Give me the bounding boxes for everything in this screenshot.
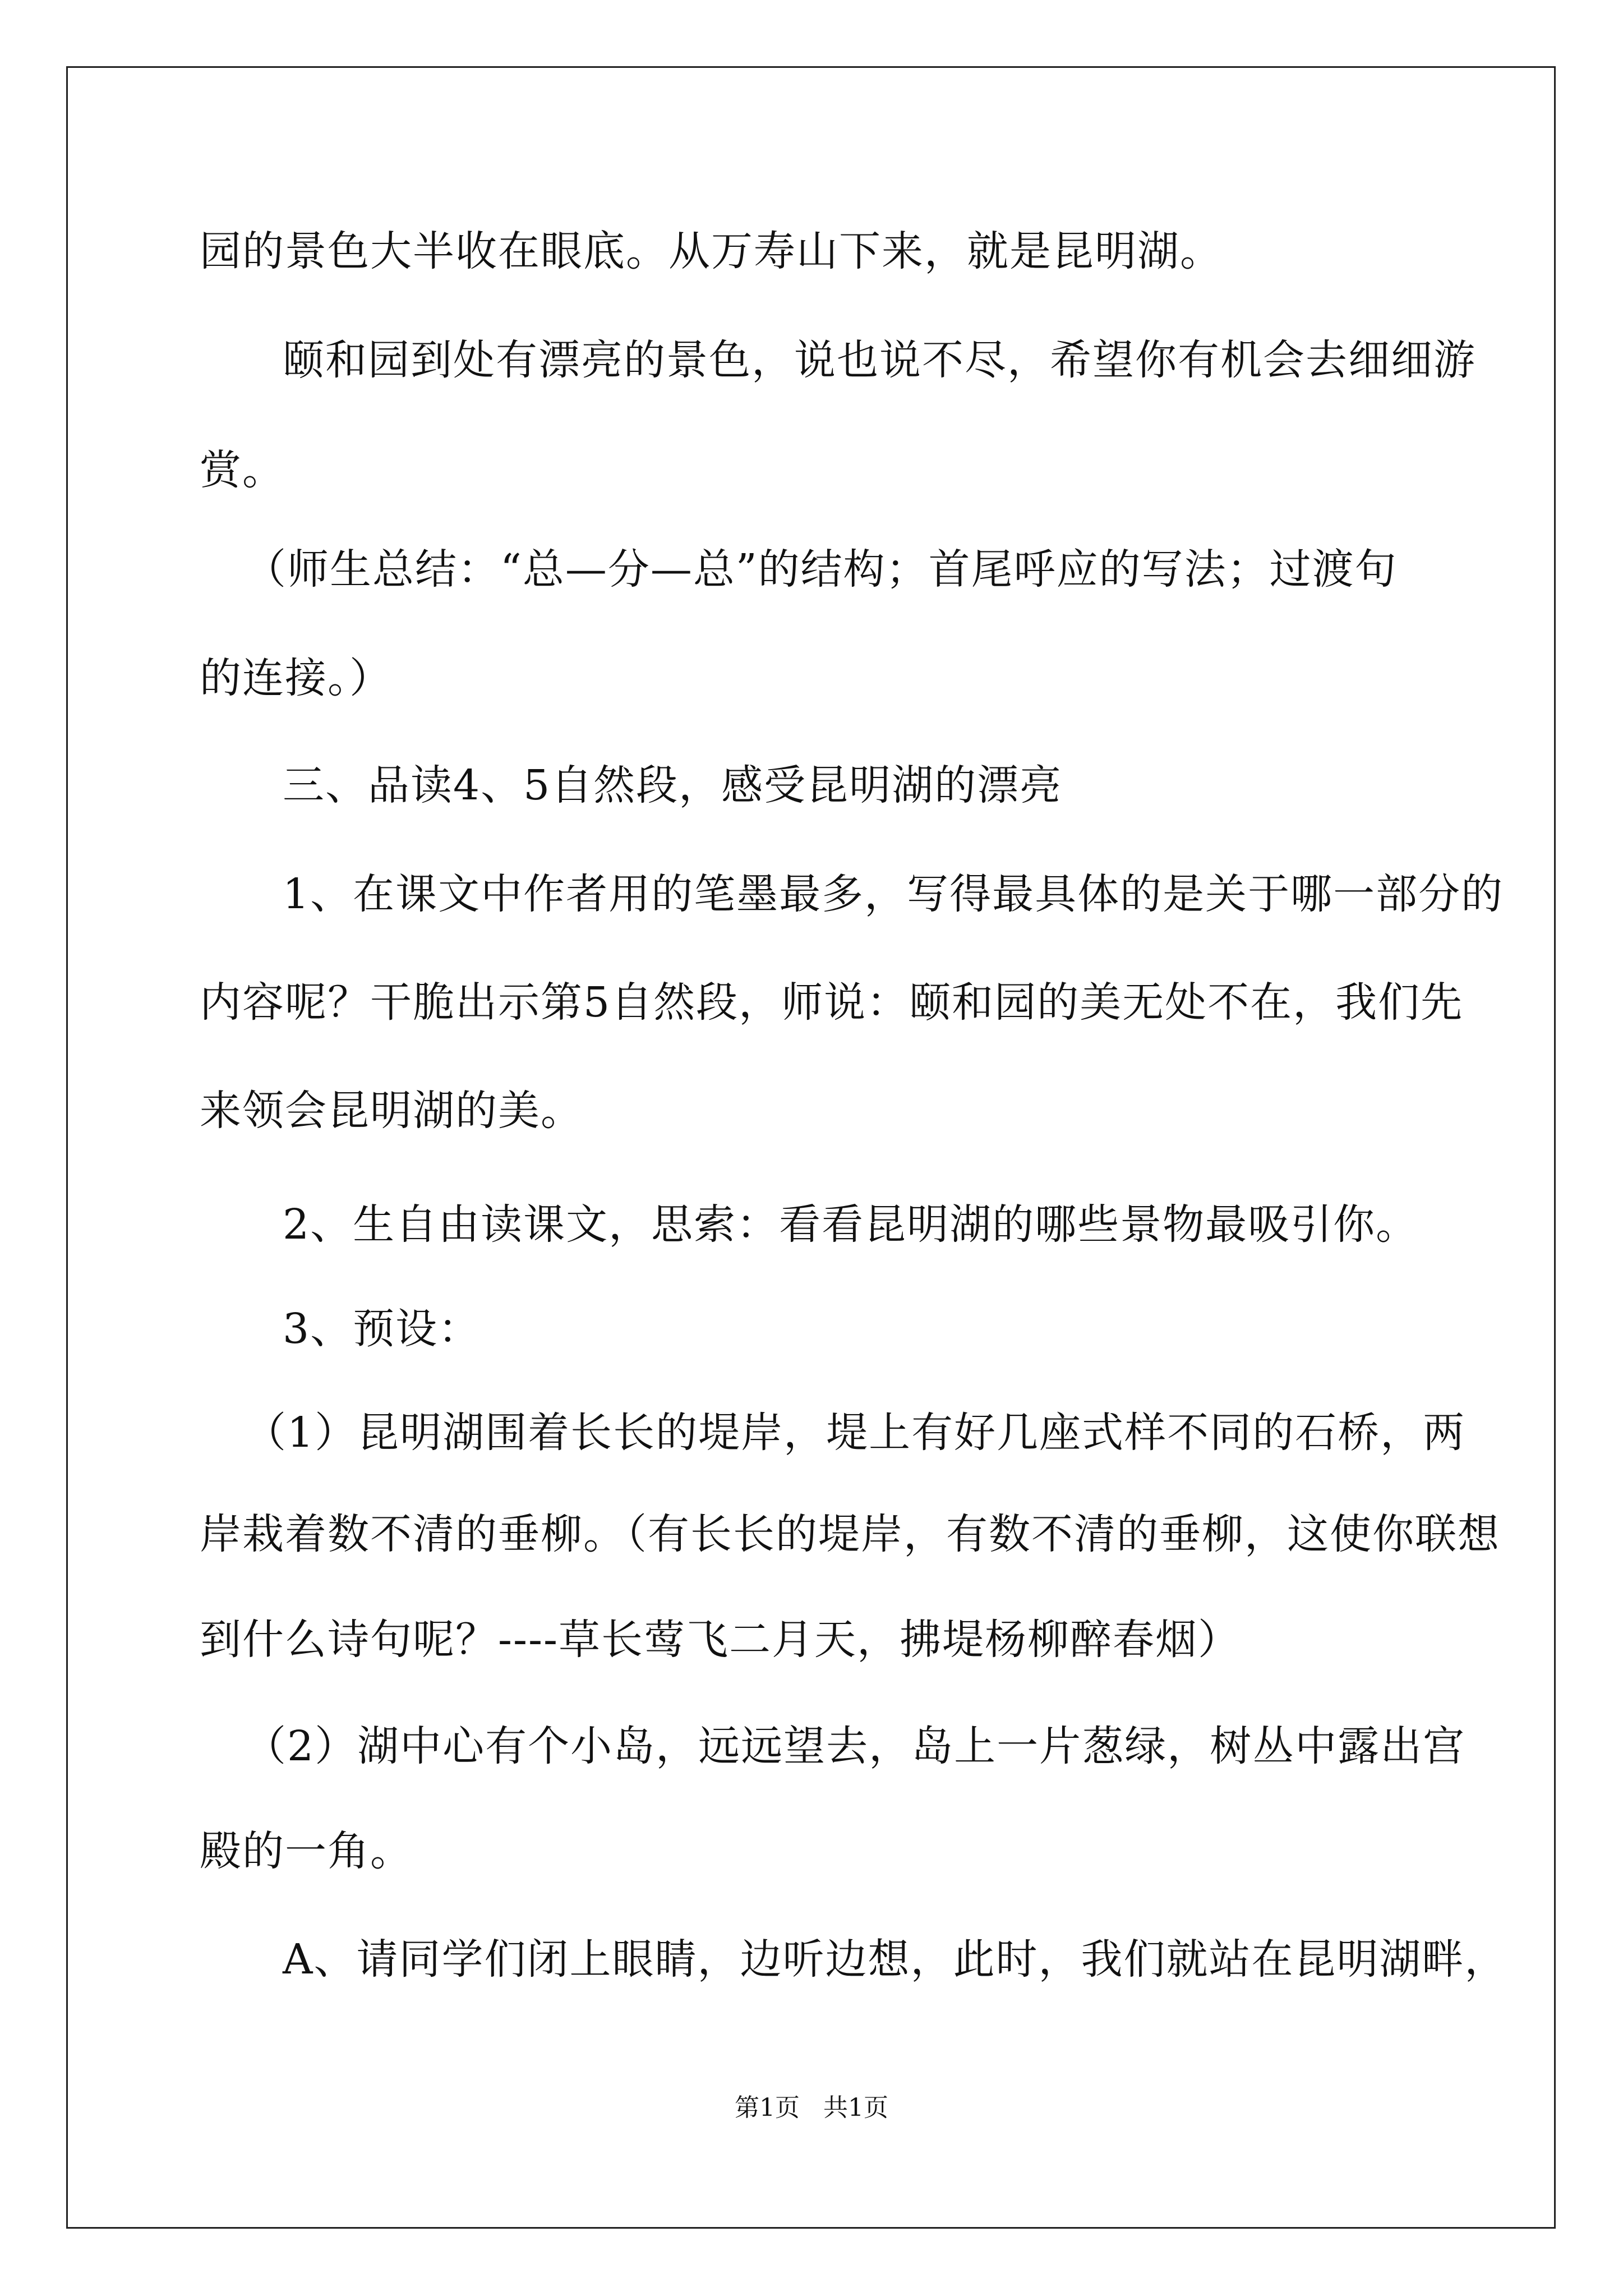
text-line: 园的景色大半收在眼底。从万寿山下来，就是昆明湖。 bbox=[200, 227, 1223, 275]
text-line: 1、在课文中作者用的笔墨最多，写得最具体的是关于哪一部分的 bbox=[283, 870, 1504, 918]
text-line: 赏。 bbox=[200, 446, 285, 494]
text-line: 2、生自由读课文，思索：看看昆明湖的哪些景物最吸引你。 bbox=[283, 1200, 1419, 1249]
text-line: 三、品读4、5自然段，感受昆明湖的漂亮 bbox=[283, 761, 1063, 809]
text-line: A、请同学们闭上眼睛，边听边想，此时，我们就站在昆明湖畔， bbox=[283, 1935, 1507, 1984]
text-line: （2）湖中心有个小岛，远远望去，岛上一片葱绿，树丛中露出宫 bbox=[245, 1722, 1466, 1770]
text-line: 殿的一角。 bbox=[200, 1827, 413, 1875]
text-line: （师生总结：“总—分—总”的结构；首尾呼应的写法；过渡句 bbox=[245, 545, 1398, 593]
text-line: 岸栽着数不清的垂柳。（有长长的堤岸，有数不清的垂柳，这使你联想 bbox=[200, 1510, 1500, 1558]
text-line: 内容呢？干脆出示第5自然段，师说：颐和园的美无处不在，我们先 bbox=[200, 978, 1464, 1027]
text-line: 来领会昆明湖的美。 bbox=[200, 1087, 583, 1135]
text-line: 颐和园到处有漂亮的景色，说也说不尽，希望你有机会去细细游 bbox=[283, 336, 1476, 384]
text-line: 3、预设： bbox=[283, 1305, 481, 1353]
text-line: 到什么诗句呢？----草长莺飞二月天，拂堤杨柳醉春烟） bbox=[200, 1616, 1241, 1664]
page-number-current: 第1页 bbox=[735, 2093, 800, 2122]
text-line: 的连接。） bbox=[200, 654, 392, 702]
text-line: （1）昆明湖围着长长的堤岸，堤上有好几座式样不同的石桥，两 bbox=[245, 1409, 1466, 1457]
page-border bbox=[66, 66, 1556, 2229]
page-number-total: 共1页 bbox=[823, 2093, 888, 2122]
page-footer bbox=[0, 2092, 1623, 2124]
